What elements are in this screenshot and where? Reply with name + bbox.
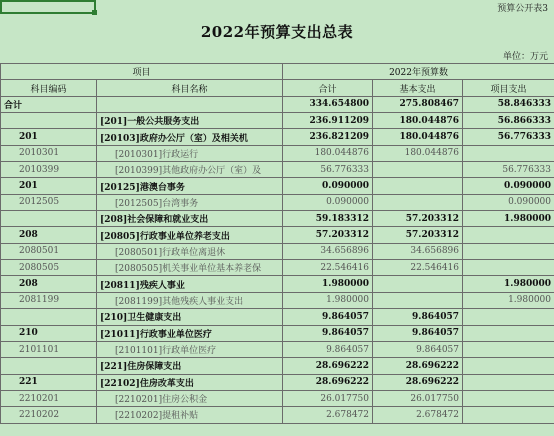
- cell-name[interactable]: [20811]残疾人事业: [97, 276, 283, 292]
- page-title: 2022年预算支出总表: [200, 23, 354, 41]
- cell-name[interactable]: [2010301]行政运行: [97, 145, 283, 161]
- cell-basic[interactable]: 275.808467: [373, 96, 463, 112]
- cell-basic[interactable]: 180.044876: [373, 129, 463, 145]
- cell-code[interactable]: 208: [1, 276, 97, 292]
- cell-item[interactable]: 58.846333: [463, 96, 554, 112]
- cell-code[interactable]: 208: [1, 227, 97, 243]
- cell-total[interactable]: 9.864057: [283, 325, 373, 341]
- cell-basic[interactable]: 22.546416: [373, 260, 463, 276]
- table-row[interactable]: [1, 194, 554, 210]
- cell-name[interactable]: [201]一般公共服务支出: [97, 113, 283, 129]
- cell-basic[interactable]: 28.696222: [373, 358, 463, 374]
- cell-item[interactable]: [463, 358, 554, 374]
- cell-basic[interactable]: 34.656896: [373, 243, 463, 259]
- cell-code[interactable]: [1, 211, 97, 227]
- cell-name[interactable]: [2012505]台湾事务: [97, 194, 283, 210]
- cell-basic[interactable]: 9.864057: [373, 325, 463, 341]
- cell-code[interactable]: 2080505: [1, 260, 97, 276]
- cell-item[interactable]: [463, 309, 554, 325]
- cell-item[interactable]: [463, 260, 554, 276]
- cell-name[interactable]: [20103]政府办公厅（室）及相关机: [97, 129, 283, 145]
- cell-name[interactable]: [2210201]住房公积金: [97, 390, 283, 406]
- cell-total[interactable]: 1.980000: [283, 276, 373, 292]
- cell-code[interactable]: 201: [1, 178, 97, 194]
- table-row[interactable]: [1, 96, 554, 112]
- cell-item[interactable]: [463, 227, 554, 243]
- cell-total[interactable]: 26.017750: [283, 390, 373, 406]
- cell-total[interactable]: 2.678472: [283, 407, 373, 423]
- cell-name[interactable]: [210]卫生健康支出: [97, 309, 283, 325]
- cell-total[interactable]: 57.203312: [283, 227, 373, 243]
- unit-label: 单位：万元: [502, 52, 548, 62]
- table-row[interactable]: [1, 211, 554, 227]
- table-number-label: 预算公开表3: [497, 4, 548, 14]
- cell-name[interactable]: [208]社会保障和就业支出: [97, 211, 283, 227]
- cell-item[interactable]: [463, 341, 554, 357]
- cell-basic[interactable]: 57.203312: [373, 211, 463, 227]
- table-row[interactable]: [1, 358, 554, 374]
- cell-item[interactable]: [463, 325, 554, 341]
- cell-basic[interactable]: 26.017750: [373, 390, 463, 406]
- cell-total[interactable]: 236.911209: [283, 113, 373, 129]
- cell-item[interactable]: [463, 243, 554, 259]
- cell-name[interactable]: [2101101]行政单位医疗: [97, 341, 283, 357]
- cell-item[interactable]: 1.980000: [463, 292, 554, 308]
- cell-code[interactable]: [1, 113, 97, 129]
- selected-cell[interactable]: [0, 0, 96, 14]
- cell-total[interactable]: 180.044876: [283, 145, 373, 161]
- header-project: 项目: [1, 64, 283, 80]
- cell-total[interactable]: 0.090000: [283, 194, 373, 210]
- table-row[interactable]: [1, 243, 554, 259]
- cell-basic[interactable]: 180.044876: [373, 145, 463, 161]
- cell-item[interactable]: [463, 390, 554, 406]
- table-row[interactable]: [1, 341, 554, 357]
- cell-item[interactable]: 0.090000: [463, 178, 554, 194]
- cell-item[interactable]: 56.866333: [463, 113, 554, 129]
- cell-code[interactable]: 221: [1, 374, 97, 390]
- cell-name[interactable]: [2010399]其他政府办公厅（室）及: [97, 162, 283, 178]
- cell-item[interactable]: [463, 145, 554, 161]
- cell-code[interactable]: [1, 309, 97, 325]
- cell-basic[interactable]: 57.203312: [373, 227, 463, 243]
- cell-basic[interactable]: [373, 178, 463, 194]
- table-row[interactable]: [1, 374, 554, 390]
- header-basic: 基本支出: [373, 80, 463, 96]
- cell-item[interactable]: [463, 407, 554, 423]
- cell-total[interactable]: 59.183312: [283, 211, 373, 227]
- table-row[interactable]: [1, 145, 554, 161]
- cell-code[interactable]: 2010301: [1, 145, 97, 161]
- cell-total[interactable]: 236.821209: [283, 129, 373, 145]
- cell-code[interactable]: 合计: [1, 96, 97, 112]
- table-row[interactable]: [1, 292, 554, 308]
- table-row[interactable]: [1, 260, 554, 276]
- cell-total[interactable]: 334.654800: [283, 96, 373, 112]
- cell-total[interactable]: 9.864057: [283, 309, 373, 325]
- cell-code[interactable]: 2010399: [1, 162, 97, 178]
- budget-table: [0, 63, 554, 424]
- header-name: 科目名称: [97, 80, 283, 96]
- cell-total[interactable]: 28.696222: [283, 358, 373, 374]
- cell-name[interactable]: [2081199]其他残疾人事业支出: [97, 292, 283, 308]
- cell-code[interactable]: 2081199: [1, 292, 97, 308]
- header-total: 合计: [283, 80, 373, 96]
- cell-code[interactable]: 2080501: [1, 243, 97, 259]
- table-row[interactable]: [1, 325, 554, 341]
- cell-code[interactable]: 2210201: [1, 390, 97, 406]
- cell-item[interactable]: 56.776333: [463, 162, 554, 178]
- cell-name[interactable]: [22102]住房改革支出: [97, 374, 283, 390]
- cell-total[interactable]: 56.776333: [283, 162, 373, 178]
- cell-basic[interactable]: 2.678472: [373, 407, 463, 423]
- table-row[interactable]: [1, 407, 554, 423]
- cell-name[interactable]: [20125]港澳台事务: [97, 178, 283, 194]
- cell-name[interactable]: [2210202]提租补贴: [97, 407, 283, 423]
- cell-item[interactable]: 1.980000: [463, 211, 554, 227]
- cell-basic[interactable]: [373, 162, 463, 178]
- cell-total[interactable]: 9.864057: [283, 341, 373, 357]
- table-row[interactable]: [1, 162, 554, 178]
- cell-code[interactable]: 2210202: [1, 407, 97, 423]
- table-row[interactable]: [1, 129, 554, 145]
- cell-basic[interactable]: 9.864057: [373, 341, 463, 357]
- cell-total[interactable]: 1.980000: [283, 292, 373, 308]
- header-code: 科目编码: [1, 80, 97, 96]
- cell-item[interactable]: 0.090000: [463, 194, 554, 210]
- cell-basic[interactable]: 28.696222: [373, 374, 463, 390]
- cell-code[interactable]: [1, 358, 97, 374]
- cell-basic[interactable]: [373, 276, 463, 292]
- cell-code[interactable]: 201: [1, 129, 97, 145]
- cell-total[interactable]: 22.546416: [283, 260, 373, 276]
- cell-total[interactable]: 28.696222: [283, 374, 373, 390]
- cell-name[interactable]: [2080505]机关事业单位基本养老保: [97, 260, 283, 276]
- cell-name[interactable]: [221]住房保障支出: [97, 358, 283, 374]
- cell-item[interactable]: 1.980000: [463, 276, 554, 292]
- table-row[interactable]: [1, 113, 554, 129]
- cell-basic[interactable]: [373, 292, 463, 308]
- cell-total[interactable]: 34.656896: [283, 243, 373, 259]
- table-row[interactable]: [1, 390, 554, 406]
- header-item: 项目支出: [463, 80, 554, 96]
- table-row[interactable]: [1, 178, 554, 194]
- cell-name[interactable]: [21011]行政事业单位医疗: [97, 325, 283, 341]
- fill-handle[interactable]: [92, 10, 97, 15]
- cell-name[interactable]: [20805]行政事业单位养老支出: [97, 227, 283, 243]
- cell-item[interactable]: 56.776333: [463, 129, 554, 145]
- cell-name[interactable]: [2080501]行政单位离退休: [97, 243, 283, 259]
- header-budget: 2022年预算数: [283, 64, 554, 80]
- cell-code[interactable]: 2101101: [1, 341, 97, 357]
- table-row[interactable]: [1, 309, 554, 325]
- cell-name[interactable]: [97, 96, 283, 112]
- cell-code[interactable]: 2012505: [1, 194, 97, 210]
- cell-code[interactable]: 210: [1, 325, 97, 341]
- table-row[interactable]: [1, 276, 554, 292]
- cell-basic[interactable]: 9.864057: [373, 309, 463, 325]
- table-body: [1, 96, 554, 423]
- cell-item[interactable]: [463, 374, 554, 390]
- cell-basic[interactable]: [373, 194, 463, 210]
- cell-total[interactable]: 0.090000: [283, 178, 373, 194]
- cell-basic[interactable]: 180.044876: [373, 113, 463, 129]
- table-row[interactable]: [1, 227, 554, 243]
